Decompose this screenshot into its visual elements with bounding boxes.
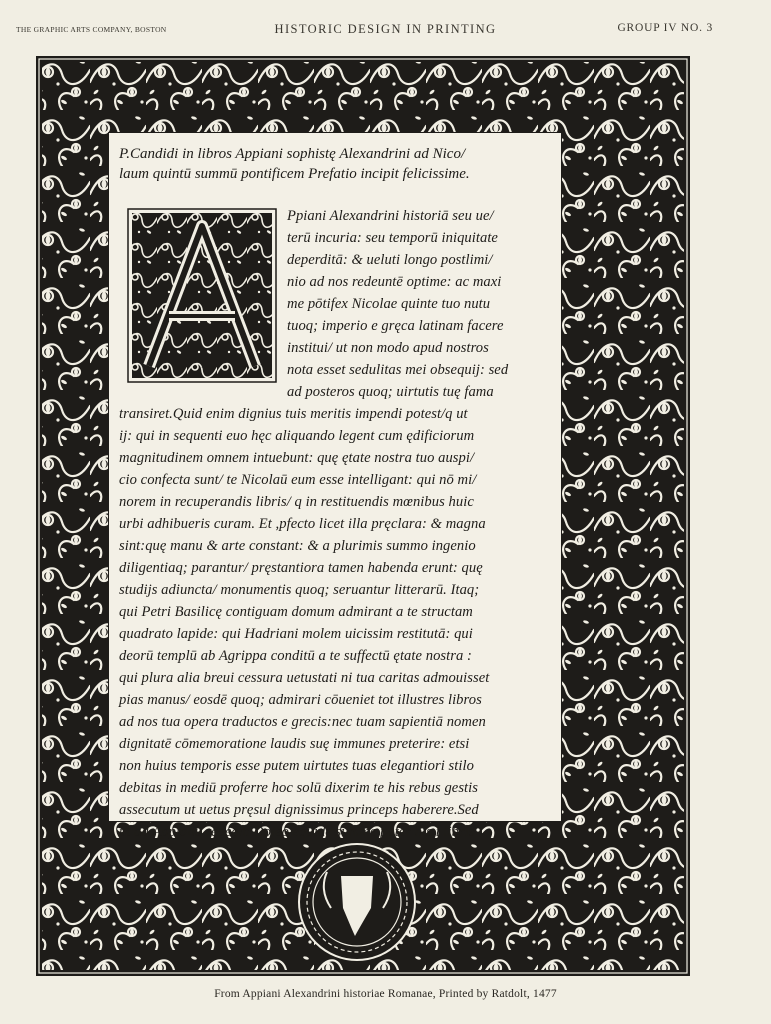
text-line: ij: qui in sequenti euo hęc aliquando legent cum ędificiorum: [119, 428, 475, 444]
text-line: transiret.Quid enim dignius tuis meritis impendi potest/q ut: [119, 406, 468, 422]
text-line: assecutum ut uetus pręsul dignissimus princeps haberere.Sed: [119, 802, 479, 818]
text-line: ad posteros quoq; uirtutis tuę fama: [287, 384, 494, 400]
text-line: norem in recuperandis libris/ q in restituendis mœnibus huic: [119, 494, 474, 510]
text-line: non huius temporis esse putem uirtutes tuas elegantiori stilo: [119, 758, 474, 774]
text-line: me pōtifex Nicolae quinte tuo nutu: [287, 296, 491, 312]
text-line: diligentiaq; parantur/ pręstantiora tamen habenda erunt: quę: [119, 560, 483, 576]
series-title: HISTORIC DESIGN IN PRINTING: [274, 22, 497, 36]
text-line: qui Petri Basilicę contiguam domum admirant a te structam: [119, 604, 473, 620]
caption: From Appiani Alexandrini historiae Romanae, Printed by Ratdolt, 1477: [214, 988, 557, 1000]
text-line: studijs adiuncta/ monumentis quoq; seruantur litterarū. Itaq;: [119, 582, 480, 598]
group-number: GROUP IV NO. 3: [617, 22, 713, 34]
text-line: debitas in mediū proferre hoc solū dixerim te his rebus gestis: [119, 780, 478, 796]
text-line: pias manus/ eosdē quoq; admirari cōueniet tot illustres libros: [119, 692, 482, 708]
text-line: dignitatē cōmemoratione laudis suę immunes preterire: etsi: [119, 736, 470, 752]
initial-letter: A: [201, 367, 203, 369]
text-line: quadrato lapide: qui Hadriani molem uicissim restitutā: qui: [119, 626, 473, 642]
incipit-line: P.Candidi in libros Appiani sophistę Alexandrini ad Nico/: [119, 146, 466, 162]
text-line: nio ad nos redeuntē optime: ac maxi: [287, 274, 502, 290]
incipit-line: laum quintū summū pontificem Prefatio incipit felicissime.: [119, 166, 470, 182]
text-line: magnitudinem omnem intuebunt: quę ętate nostra tuo auspi/: [119, 450, 475, 466]
text-line: ad nos tua opera traductos e grecis:nec tuam sapientiā nomen: [119, 714, 486, 730]
text-line: tuoq; imperio e gręca latinam facere: [287, 318, 504, 334]
text-line: urbi adhibueris curam. Et ,pfecto licet illa pręclara: & magna: [119, 516, 486, 532]
text-line: deperditā: & ueluti longo postlimi/: [287, 252, 493, 268]
shield-medallion: [299, 844, 415, 960]
text-panel: [108, 132, 562, 840]
text-line: cio confecta sunt/ te Nicolaū eum esse intelligant: qui nō mi/: [119, 472, 477, 488]
text-line: ut ad Appianū redeam Doleo equidē summe pater his i libris: [119, 824, 475, 840]
text-line: deorū templū ab Agrippa conditū a te suffectū ętate nostra :: [119, 648, 472, 664]
text-line: qui plura alia breui cessura uetustati ni tua caritas admouisset: [119, 670, 490, 686]
text-line: nota esset sedulitas mei obsequij: sed: [287, 362, 509, 378]
text-line: institui/ ut non modo apud nostros: [287, 340, 489, 356]
page-header: [0, 22, 771, 38]
text-line: terū incuria: seu temporū iniquitate: [287, 230, 498, 246]
text-line: sint:quę manu & arte constant: & a plurimis summo ingenio: [119, 538, 476, 554]
printed-plate: [34, 54, 692, 978]
text-line: Ppiani Alexandrini historiā seu ue/: [287, 208, 494, 224]
publisher-name: THE GRAPHIC ARTS COMPANY, BOSTON: [16, 25, 167, 34]
body-text: [109, 133, 563, 840]
